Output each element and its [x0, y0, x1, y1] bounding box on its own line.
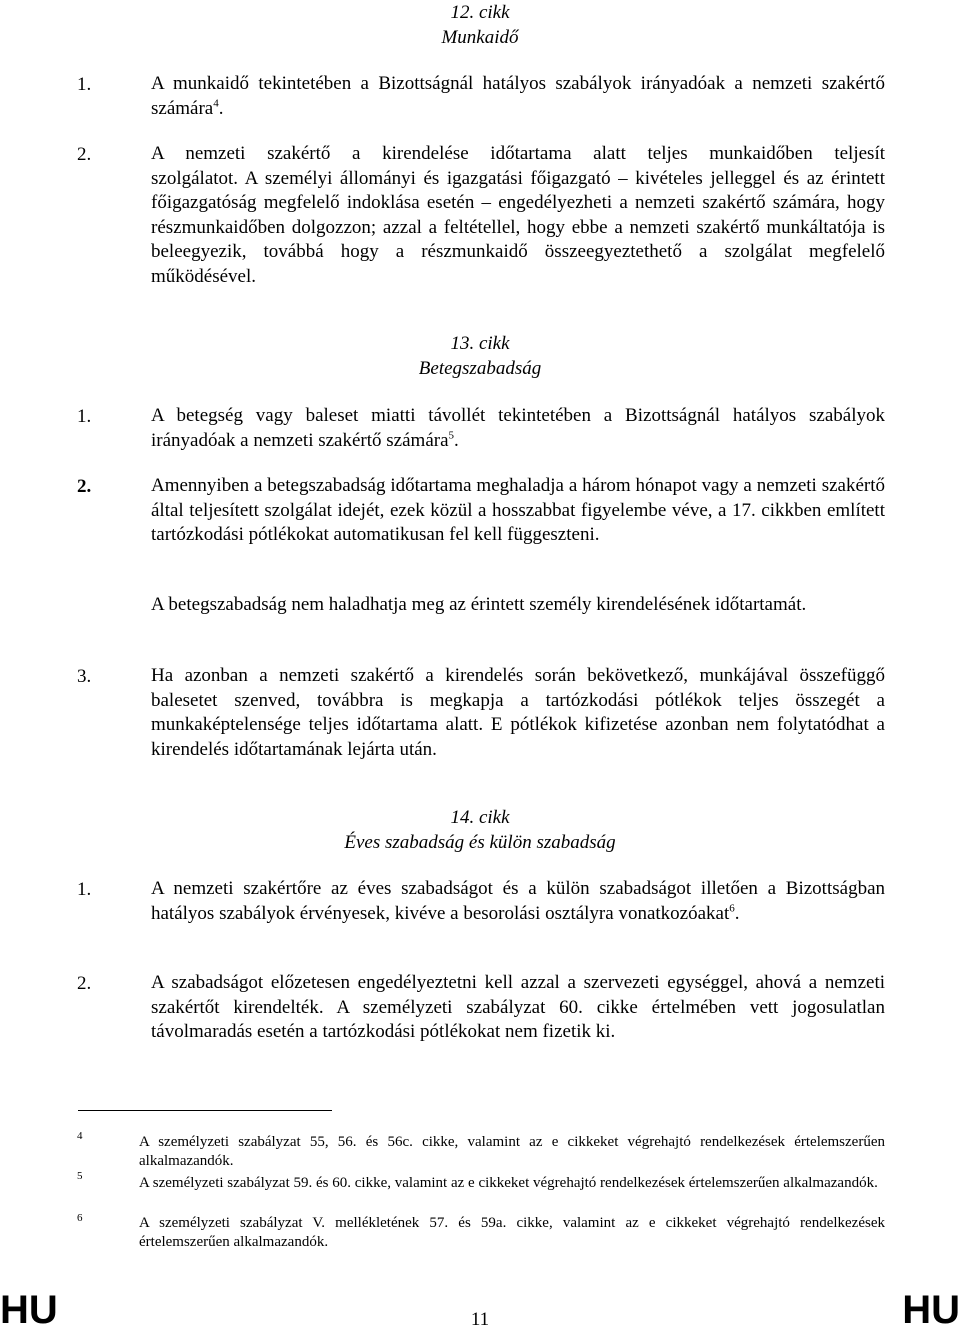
article-13-para-3-number: 3. [77, 666, 92, 687]
article-12-para-2-number: 2. [77, 144, 92, 165]
article-12-para-1: A munkaidő tekintetében a Bizottságnál hatályos szabályok irányadóak a nemzeti szakértő számára$^4$. [151, 73, 885, 119]
footnote-separator [78, 1110, 332, 1111]
article-14-para-2-number: 2. [77, 973, 92, 994]
footnote-4-number: 4 [77, 1130, 83, 1142]
footnote-ref-5: 5 [448, 429, 455, 442]
article-12-title: Munkaidő [441, 27, 519, 48]
footnote-5-number: 5 [77, 1170, 83, 1182]
footer-language-left: HU [0, 1288, 58, 1332]
footnote-6-number: 6 [77, 1212, 83, 1224]
footnote-4-text: A személyzeti szabályzat 55, 56. és 56c. cikke, valamint az e cikkeket végrehajtó rendelkezések értelemszerűen alkalmazandók. [139, 1134, 885, 1169]
article-13-para-2b: A betegszabadság nem haladhatja meg az érintett személy kirendelésének időtartamát. [151, 594, 807, 615]
page-number: 11 [470, 1309, 490, 1330]
article-12-number: 12. cikk [450, 2, 510, 23]
article-13-para-3: Ha azonban a nemzeti szakértő a kirendelés során bekövetkező, munkájával összefüggő balesetet szenved, továbbra is megkapja a tartózkodási pótlékok teljes összegét a munkaképtelensége teljes időtartama alatt. E pótlékok kifizetése azonban nem folytatódhat a kirendelés időtartamának lejárta után. [151, 665, 885, 760]
article-13-para-1: A betegség vagy baleset miatti távollét tekintetében a Bizottságnál hatályos szabályok irányadóak a nemzeti szakértő számára$^5$. [151, 405, 885, 451]
footnote-ref-4: 4 [213, 97, 219, 110]
footer-language-right: HU [902, 1288, 960, 1332]
article-13-title: Betegszabadság [418, 358, 542, 379]
article-14-para-2: A szabadságot előzetesen engedélyeztetni kell azzal a szervezeti egységgel, ahová a nemzeti szakértőt kirendelték. A személyzeti szabályzat 60. cikke értelmében vett jogosulatlan távolmaradás esetén a tartózkodási pótlékokat nem fizetik ki. [151, 972, 885, 1042]
article-13-para-2: Amennyiben a betegszabadság időtartama meghaladja a három hónapot vagy a nemzeti szakértő által teljesített szolgálat idejét, ezek közül a hosszabbat figyelembe véve, a 17. cikkben említett tartózkodási pótlékokat automatikusan fel kell függeszteni. [151, 475, 885, 545]
article-13-para-2-number: 2. [77, 476, 92, 497]
article-12-para-2-rest: szolgálatot. A személyi állományi és igazgatási főigazgató – kivételes jelleggel és az érintett főigazgatóság megfelelő indoklása esetén – engedélyezheti a nemzeti szakértő számára, hogy részmunkaidőben dolgozzon; azzal a feltétellel, hogy ebbe a nemzeti szakértő munkáltatója is beleegyezik, továbbá hogy a részmunkaidő összeegyeztethető a szolgálat megfelelő működésével. [151, 167, 885, 287]
footnote-5-text: A személyzeti szabályzat 59. és 60. cikke, valamint az e cikkeket végrehajtó rendelkezések értelemszerűen alkalmazandók. [139, 1175, 878, 1191]
article-14-para-1: A nemzeti szakértőre az éves szabadságot és a külön szabadságot illetően a Bizottságban hatályos szabályok érvényesek, kivéve a besorolási osztályra vonatkozóakat$^6$. [151, 878, 885, 924]
article-13-number: 13. cikk [450, 333, 510, 354]
footnote-ref-6: 6 [729, 902, 735, 915]
footnote-6-text: A személyzeti szabályzat V. mellékletének 57. és 59a. cikke, valamint az e cikkeket végrehajtó rendelkezések értelemszerűen alkalmazandók. [139, 1215, 885, 1250]
article-12-para-1-number: 1. [77, 74, 92, 95]
article-13-para-1-number: 1. [77, 406, 92, 427]
article-14-title: Éves szabadság és külön szabadság [344, 832, 616, 853]
article-12-para-2-line-1: A nemzeti szakértő a kirendelése időtartama alatt teljes munkaidőben teljesít [151, 143, 885, 164]
article-14-para-1-number: 1. [77, 879, 92, 900]
article-14-number: 14. cikk [450, 807, 510, 828]
